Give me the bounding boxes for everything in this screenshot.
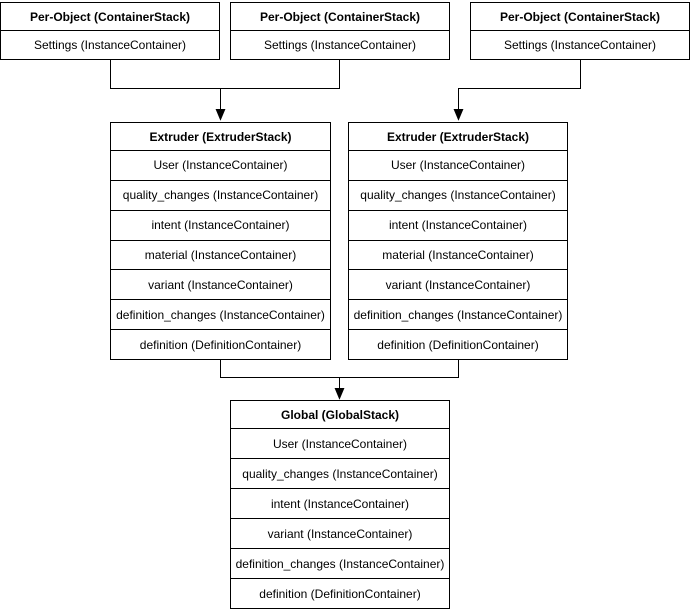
per-object-stack-3 [470, 2, 690, 60]
global-stack [230, 400, 450, 609]
extruder-stack-1-title: Extruder (ExtruderStack) [149, 129, 292, 144]
extruder-stack-1-row-variant: variant (InstanceContainer) [111, 269, 330, 299]
extruder-stack-2-row-definition-changes: definition_changes (InstanceContainer) [349, 299, 567, 329]
extruder-stack-1 [110, 122, 331, 360]
extruder-stack-2-row-quality-changes: quality_changes (InstanceContainer) [349, 180, 567, 210]
global-stack-row-variant: variant (InstanceContainer) [231, 518, 449, 548]
global-stack-row-user: User (InstanceContainer) [231, 428, 449, 458]
extruder-stack-2-row-variant: variant (InstanceContainer) [349, 269, 567, 299]
extruder-stack-2-row-intent: intent (InstanceContainer) [349, 210, 567, 240]
extruder-stack-2 [348, 122, 568, 360]
per-object-stack-2 [230, 2, 450, 60]
per-object-stack-1-row-settings: Settings (InstanceContainer) [1, 30, 219, 59]
arrowhead-global-icon [335, 389, 343, 399]
per-object-stack-2-title: Per-Object (ContainerStack) [259, 9, 421, 24]
extruder-stack-1-row-intent: intent (InstanceContainer) [111, 210, 330, 240]
global-stack-title: Global (GlobalStack) [280, 407, 400, 422]
extruder-stack-2-row-material: material (InstanceContainer) [349, 240, 567, 270]
extruder-stack-2-title: Extruder (ExtruderStack) [386, 129, 530, 144]
extruder-stack-1-row-quality-changes: quality_changes (InstanceContainer) [111, 180, 330, 210]
per-object-stack-3-title: Per-Object (ContainerStack) [499, 9, 661, 24]
global-stack-row-definition-changes: definition_changes (InstanceContainer) [231, 548, 449, 578]
arrowhead-extruder-2-icon [454, 110, 462, 120]
per-object-stack-2-row-settings: Settings (InstanceContainer) [231, 30, 449, 59]
extruder-stack-1-row-definition: definition (DefinitionContainer) [111, 329, 330, 359]
connector-perobject3 [459, 60, 581, 111]
extruder-stack-1-row-definition-changes: definition_changes (InstanceContainer) [111, 299, 330, 329]
extruder-stack-1-row-material: material (InstanceContainer) [111, 240, 330, 270]
extruder-stack-2-row-definition: definition (DefinitionContainer) [349, 329, 567, 359]
connector-perobject1-perobject2 [111, 60, 340, 89]
connector-extruders [221, 360, 459, 378]
extruder-stack-2-row-user: User (InstanceContainer) [349, 150, 567, 180]
arrowhead-extruder-1-icon [216, 110, 224, 120]
global-stack-row-definition: definition (DefinitionContainer) [231, 578, 449, 608]
per-object-stack-1-title: Per-Object (ContainerStack) [29, 9, 191, 24]
global-stack-row-intent: intent (InstanceContainer) [231, 488, 449, 518]
global-stack-row-quality-changes: quality_changes (InstanceContainer) [231, 458, 449, 488]
extruder-stack-1-row-user: User (InstanceContainer) [111, 150, 330, 180]
per-object-stack-1 [0, 2, 220, 60]
per-object-stack-3-row-settings: Settings (InstanceContainer) [471, 30, 689, 59]
